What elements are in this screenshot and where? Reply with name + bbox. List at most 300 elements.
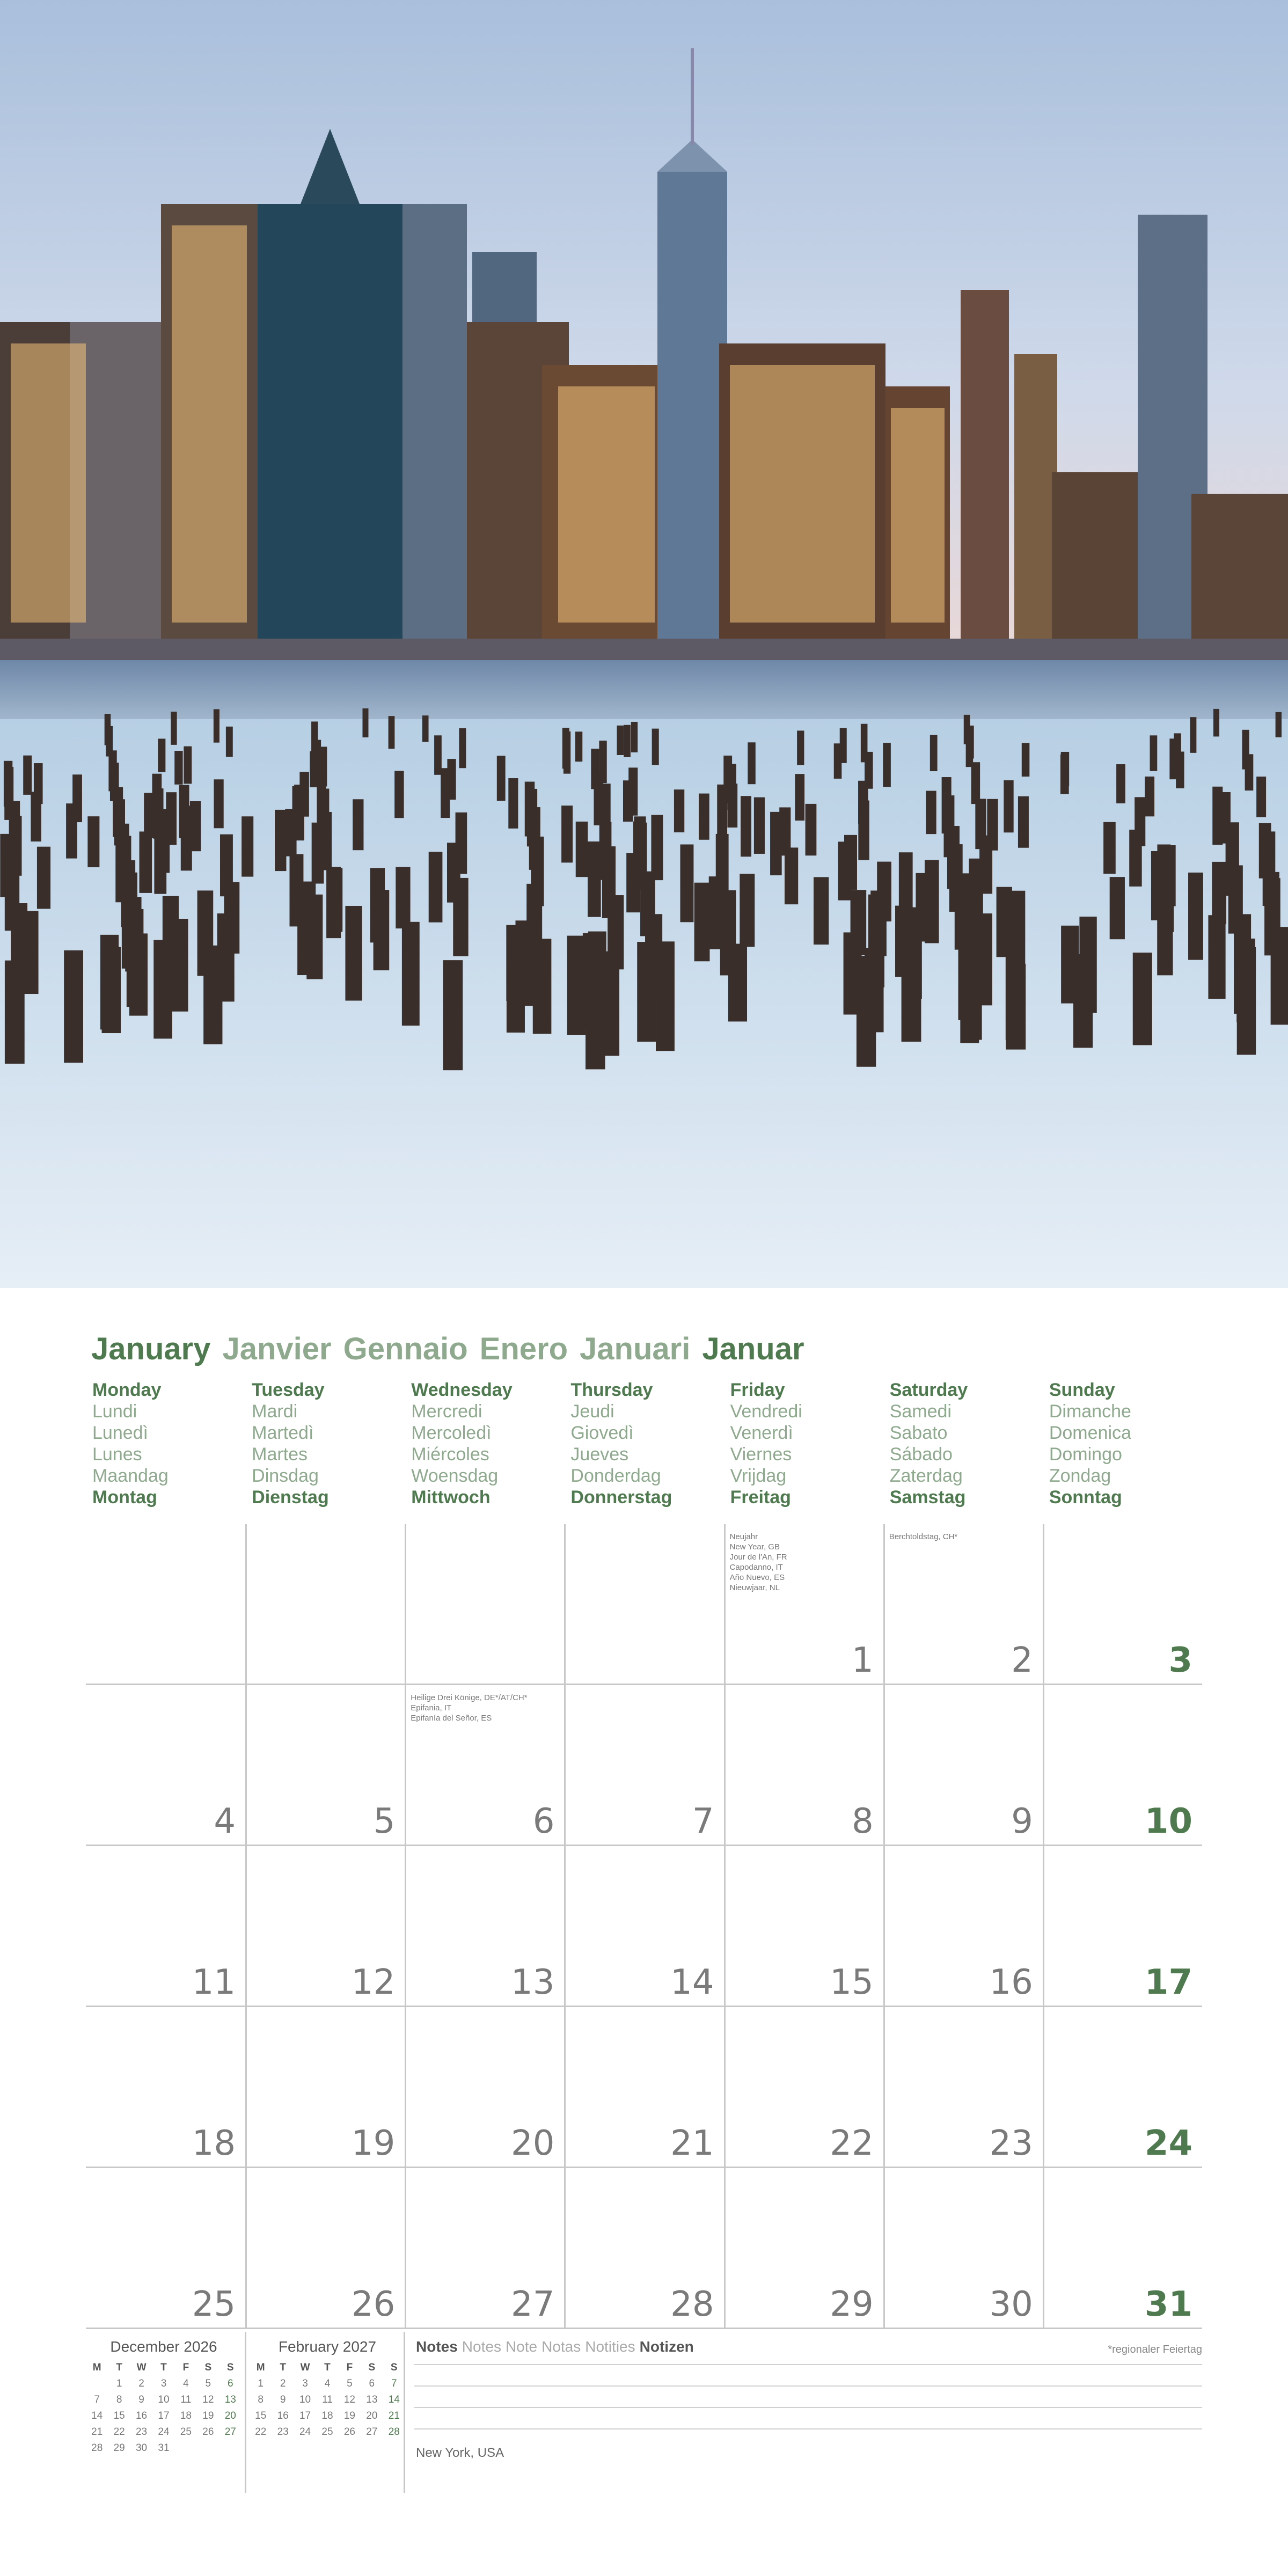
mini-day: 14 [388,2394,400,2405]
day-cell[interactable] [245,1685,405,1846]
piling [979,836,992,894]
day-cell[interactable] [1043,1524,1202,1685]
notes-label: Notizen [639,2338,694,2355]
piling [275,810,286,871]
weekday-name-nl: Zondag [1049,1466,1111,1486]
day-cell[interactable] [86,2168,245,2329]
piling [171,919,188,1012]
weekday-name-fr: Jeudi [570,1401,614,1422]
day-number: 30 [989,2285,1033,2324]
piling [674,789,684,832]
piling [87,816,99,867]
weekday-name-it: Venerdì [730,1423,793,1443]
day-cell[interactable] [245,2168,405,2329]
mini-day [197,2440,219,2456]
mini-calendar-table [250,2360,405,2440]
day-cell[interactable] [724,1524,883,1685]
piling [754,797,765,854]
day-number: 5 [373,1802,396,1841]
piling [1018,796,1029,848]
piling [434,735,442,775]
mini-day: 21 [91,2426,103,2438]
piling [241,816,253,876]
weekday-name-it: Martedì [252,1423,314,1443]
notes-label: Notities [585,2338,635,2355]
calendar-grid [86,1524,1202,2329]
piling [562,728,569,769]
day-cell[interactable] [564,1685,723,1846]
piling [1263,831,1276,906]
day-number: 6 [532,1802,555,1841]
piling [905,908,921,999]
weekday-name-es: Jueves [570,1444,629,1465]
note-line [414,2428,1202,2429]
mini-day: 18 [321,2410,333,2421]
piling [166,792,177,845]
piling [930,735,938,771]
month-name: Gennaio [343,1331,468,1366]
piling [1060,755,1069,794]
mini-day: 9 [280,2394,286,2405]
piling [23,756,32,795]
holiday-text: Berchtoldstag, CH* [889,1532,958,1541]
day-cell[interactable] [86,2007,245,2168]
weekday-name-en: Saturday [889,1380,968,1400]
piling [459,728,466,768]
piling [806,804,817,855]
mini-day: 27 [366,2426,378,2438]
piling [4,767,13,820]
piling [601,784,611,842]
piling [575,731,582,762]
weekday-column [411,1379,567,1508]
mini-day: 23 [277,2426,289,2438]
day-cell[interactable] [883,1685,1043,1846]
day-cell[interactable] [245,1524,405,1685]
day-cell[interactable] [86,1846,245,2007]
piling [310,751,318,787]
piling [576,822,588,877]
day-number: 2 [1011,1641,1033,1680]
mini-day [175,2440,197,2456]
day-number: 13 [510,1963,555,2002]
mini-day: 22 [255,2426,267,2438]
calendar-footer [86,2332,1202,2493]
piling [158,738,165,772]
piling [64,950,83,1063]
day-cell[interactable] [86,1685,245,1846]
mini-calendar-next [250,2338,405,2440]
piling [533,939,552,1034]
piling [402,922,420,1026]
piling [497,756,506,801]
day-cell[interactable] [245,2007,405,2168]
piling [1188,873,1203,960]
day-number: 26 [351,2285,396,2324]
day-cell[interactable] [724,2168,883,2329]
piling [1022,743,1030,777]
weekday-name-it: Domenica [1049,1423,1131,1443]
mini-weekday: S [390,2362,398,2373]
day-cell[interactable] [1043,2168,1202,2329]
day-cell[interactable] [1043,1846,1202,2007]
day-cell[interactable] [883,1846,1043,2007]
mini-day: 9 [138,2394,144,2405]
piling [838,841,851,900]
weekday-name-de: Samstag [889,1487,966,1507]
piling [1176,752,1184,788]
mini-day: 3 [160,2378,167,2389]
piling [1256,777,1266,817]
piling [858,801,869,860]
mini-day: 19 [343,2410,355,2421]
mini-day: 28 [91,2442,103,2454]
piling [396,867,410,928]
mini-weekday: T [324,2362,331,2373]
mini-day: 6 [369,2378,375,2389]
note-line [414,2385,1202,2387]
mini-day: 31 [158,2442,170,2454]
weekday-column [730,1379,886,1508]
piling [949,844,963,912]
weekday-name-en: Thursday [570,1380,653,1400]
piling [975,913,992,1005]
piling [651,815,663,881]
day-number: 10 [1144,1802,1192,1841]
piling [129,933,148,1015]
weekday-name-de: Sonntag [1049,1487,1122,1507]
piling [179,785,189,838]
mini-day: 4 [324,2378,331,2389]
day-cell[interactable] [405,2168,564,2329]
piling [1145,777,1154,816]
weekday-name-nl: Vrijdag [730,1466,787,1486]
piling [389,716,395,749]
note-line [414,2364,1202,2365]
weekday-column [890,1379,1045,1508]
piling [184,747,192,784]
piling [362,708,368,737]
mini-calendar-title: February 2027 [278,2338,377,2355]
mini-day: 27 [224,2426,236,2438]
piling [214,709,219,742]
weekday-name-es: Lunes [92,1444,142,1465]
weekday-name-es: Domingo [1049,1444,1122,1465]
day-cell[interactable] [724,1846,883,2007]
mini-weekday: W [300,2362,310,2373]
piling [306,895,323,979]
piling [656,941,675,1051]
piling [345,906,362,1001]
day-number: 28 [670,2285,714,2324]
piling [19,912,36,983]
weekday-header [86,1379,1202,1519]
piling [631,722,638,752]
mini-weekday: S [204,2362,212,2373]
mini-day: 7 [94,2394,100,2405]
piling [748,742,755,784]
piling [1116,764,1125,803]
day-number: 14 [670,1963,714,2002]
mini-day: 15 [255,2410,267,2421]
holiday-text: Heilige Drei Könige, DE*/AT/CH* Epifania, IT Epifanía del Señor, ES [411,1693,528,1723]
day-number: 12 [351,1963,396,2002]
day-cell[interactable] [883,1524,1043,1685]
mini-day: 16 [135,2410,148,2421]
weekday-name-de: Freitag [730,1487,791,1507]
piling [10,816,21,876]
day-cell[interactable] [564,2168,723,2329]
piling [1245,754,1254,791]
piling [353,799,363,850]
weekday-name-de: Donnerstag [570,1487,672,1507]
day-cell[interactable] [1043,1685,1202,1846]
mini-weekday: M [256,2362,265,2373]
mini-day: 17 [299,2410,311,2421]
mini-day: 20 [224,2410,236,2421]
piling [680,844,693,922]
day-cell[interactable] [883,2168,1043,2329]
piling [429,852,443,923]
piling [1133,953,1152,1045]
piling [220,835,233,897]
day-number: 4 [214,1802,236,1841]
piling [785,847,798,904]
mini-day [86,2376,108,2392]
weekday-name-nl: Dinsdag [252,1466,319,1486]
mini-day: 3 [302,2378,308,2389]
piling [447,759,456,800]
mini-weekday: T [280,2362,286,2373]
mini-day: 21 [388,2410,400,2421]
piling [1007,892,1023,983]
piling [1212,787,1223,845]
month-header [91,1331,816,1374]
piling [1208,915,1225,999]
day-cell[interactable] [564,1846,723,2007]
mini-day: 11 [180,2394,192,2405]
regional-holiday-note: *regionaler Feiertag [1108,2344,1202,2355]
piling [394,771,404,818]
day-number: 23 [989,2124,1033,2163]
weekday-name-en: Wednesday [411,1380,513,1400]
piling [370,868,385,942]
day-cell[interactable] [564,2007,723,2168]
piling [868,895,884,987]
piling [1213,709,1219,737]
weekday-name-fr: Lundi [92,1401,137,1422]
piling [1004,780,1013,832]
piling [190,801,201,851]
mini-calendar-table [86,2360,241,2456]
weekday-name-es: Miércoles [411,1444,489,1465]
mini-day: 10 [299,2394,311,2405]
notes-label: Note [505,2338,538,2355]
mini-day: 11 [322,2394,333,2405]
mini-day: 8 [258,2394,264,2405]
day-number: 27 [510,2285,555,2324]
day-number: 18 [192,2124,236,2163]
mini-day: 19 [202,2410,214,2421]
mini-day: 29 [113,2442,125,2454]
notes-label: Notas [541,2338,581,2355]
day-number: 9 [1011,1802,1033,1841]
piling [34,763,43,804]
mini-weekday: M [92,2362,101,2373]
weekday-name-en: Tuesday [252,1380,325,1400]
weekday-name-es: Viernes [730,1444,792,1465]
mini-day: 1 [116,2378,122,2389]
weekday-name-en: Monday [92,1380,162,1400]
day-number: 8 [851,1802,874,1841]
piling [623,780,633,822]
piling [1227,822,1239,876]
piling [834,743,842,779]
day-number: 3 [1168,1641,1192,1680]
weekday-name-en: Sunday [1049,1380,1115,1400]
day-cell[interactable] [564,1524,723,1685]
piling [5,868,19,931]
piling [1110,877,1125,939]
piling [214,779,223,828]
day-number: 15 [830,1963,874,2002]
weekday-name-nl: Donderdag [570,1466,661,1486]
day-number: 1 [851,1641,874,1680]
footer-divider [245,2332,246,2493]
piling [971,762,980,804]
piling [1103,822,1116,874]
piling [72,774,82,822]
piling [171,712,177,745]
mini-day: 2 [280,2378,286,2389]
mini-day: 24 [299,2426,311,2438]
mini-day: 26 [202,2426,214,2438]
mini-day: 30 [135,2442,148,2454]
mini-weekday: T [116,2362,122,2373]
piling [1150,735,1158,771]
piling [1169,738,1177,779]
mini-weekday: W [136,2362,147,2373]
day-number: 17 [1144,1963,1192,2002]
weekday-name-fr: Dimanche [1049,1401,1131,1422]
day-cell[interactable] [86,1524,245,1685]
mini-calendar-previous [86,2338,241,2456]
piling [299,772,309,816]
notes-heading [416,2338,698,2355]
piling [699,794,709,840]
day-number: 25 [192,2285,236,2324]
month-name: Janvier [222,1331,332,1366]
mini-day: 13 [224,2394,236,2405]
day-cell[interactable] [405,2007,564,2168]
weekday-name-en: Friday [730,1380,785,1400]
mini-day: 18 [180,2410,192,2421]
piling [508,778,518,829]
mini-day: 1 [258,2378,264,2389]
piling [561,806,573,862]
mini-day [219,2440,241,2456]
mini-day: 14 [91,2410,103,2421]
piling [447,843,460,902]
piling [861,724,868,763]
mini-weekday: F [346,2362,353,2373]
mini-day: 25 [321,2426,333,2438]
piling [814,877,829,945]
weekday-name-es: Martes [252,1444,308,1465]
piling [926,791,936,835]
weekday-name-it: Mercoledì [411,1423,492,1443]
piling [153,788,163,839]
mini-day: 4 [183,2378,189,2389]
day-cell[interactable] [883,2007,1043,2168]
month-name: Enero [479,1331,568,1366]
mini-day: 23 [135,2426,148,2438]
weekday-name-fr: Samedi [889,1401,952,1422]
weekday-name-it: Sabato [889,1423,948,1443]
mini-weekday: S [226,2362,234,2373]
piling [741,796,751,857]
piling [422,715,429,742]
mini-calendar-title: December 2026 [110,2338,217,2355]
day-cell[interactable] [1043,2007,1202,2168]
day-cell[interactable] [405,1846,564,2007]
piling [1236,939,1255,1022]
weekday-name-it: Lunedì [92,1423,148,1443]
piling [795,774,804,821]
mini-day: 16 [277,2410,289,2421]
mini-day: 5 [205,2378,211,2389]
piling [720,890,736,976]
piling [652,729,659,765]
mini-weekday: F [182,2362,189,2373]
day-number: 19 [351,2124,396,2163]
piling [797,730,804,765]
weekday-name-de: Mittwoch [411,1487,491,1507]
day-cell[interactable] [724,2007,883,2168]
mini-day: 7 [391,2378,397,2389]
day-cell[interactable] [724,1685,883,1846]
day-number: 7 [692,1802,714,1841]
weekday-name-it: Giovedì [570,1423,634,1443]
piling [319,747,327,786]
piling [883,743,891,787]
piling [174,751,182,785]
weekday-name-fr: Mardi [252,1401,298,1422]
photo-location: New York, USA [416,2446,504,2460]
piling [588,841,601,917]
day-number: 31 [1144,2285,1192,2324]
piling [1271,927,1288,1024]
day-number: 22 [830,2124,874,2163]
day-cell[interactable] [245,1846,405,2007]
mini-day: 15 [113,2410,125,2421]
mini-day: 12 [343,2394,355,2405]
notes-label: Notes [416,2338,458,2355]
mini-day: 22 [113,2426,125,2438]
mini-day: 26 [343,2426,355,2438]
weekday-column [570,1379,726,1508]
weekday-name-nl: Zaterdag [889,1466,963,1486]
day-cell[interactable] [405,1524,564,1685]
day-cell[interactable] [405,1685,564,1846]
piling [102,947,121,1033]
mini-day: 8 [116,2394,122,2405]
piling [289,854,303,926]
weekday-name-nl: Maandag [92,1466,169,1486]
piling [515,920,533,1006]
piling [1135,797,1145,846]
piling [694,883,710,962]
